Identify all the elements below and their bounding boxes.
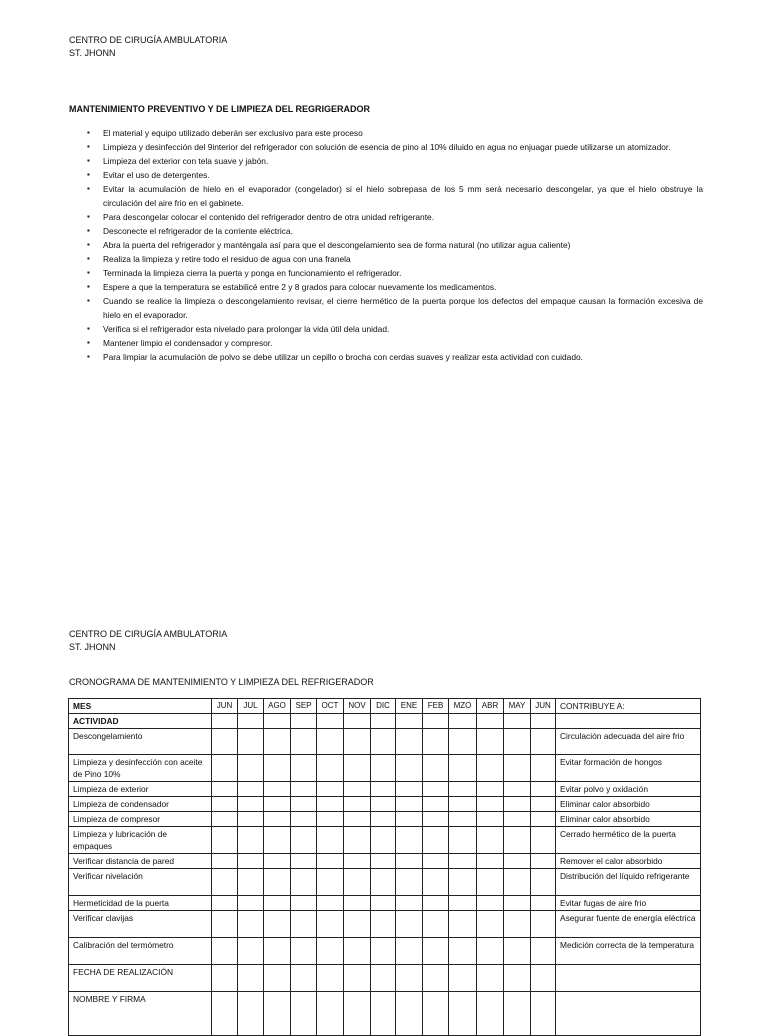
activity-cell: Verificar nivelación [69, 869, 212, 896]
contributes-cell: Evitar formación de hongos [556, 755, 701, 782]
table-row [69, 782, 701, 797]
schedule-cell[interactable] [396, 938, 423, 965]
schedule-cell[interactable] [504, 782, 531, 797]
schedule-cell[interactable] [264, 782, 291, 797]
schedule-cell[interactable] [264, 911, 291, 938]
schedule-cell[interactable] [317, 992, 344, 1036]
schedule-cell[interactable] [396, 854, 423, 869]
activity-cell: Descongelamiento [69, 729, 212, 755]
contributes-cell: Asegurar fuente de energía eléctrica [556, 911, 701, 938]
empty-cell[interactable] [449, 714, 477, 729]
schedule-cell[interactable] [449, 797, 477, 812]
schedule-cell[interactable] [317, 827, 344, 854]
schedule-cell[interactable] [396, 729, 423, 755]
schedule-cell[interactable] [371, 911, 396, 938]
institution-name: CENTRO DE CIRUGÍA AMBULATORIA [69, 35, 228, 45]
contributes-cell: Remover el calor absorbido [556, 854, 701, 869]
empty-cell[interactable] [212, 714, 238, 729]
schedule-cell[interactable] [317, 869, 344, 896]
table-row [69, 729, 701, 755]
schedule-cell[interactable] [264, 938, 291, 965]
maintenance-list-item: ▪ Evitar la acumulación de hielo en el evaporador (congelador) si el hielo sobrepasa de los 5 mm será necesario descongelar, ya que el hielo obstruye la circulación del aire frio en el gabinete. [69, 182, 703, 210]
schedule-cell[interactable] [344, 812, 371, 827]
schedule-cell[interactable] [531, 869, 556, 896]
schedule-cell[interactable] [344, 797, 371, 812]
schedule-cell[interactable] [477, 812, 504, 827]
schedule-cell[interactable] [238, 869, 264, 896]
schedule-cell[interactable] [396, 827, 423, 854]
activity-cell: Hermeticidad de la puerta [69, 896, 212, 911]
schedule-cell[interactable] [396, 992, 423, 1036]
schedule-cell[interactable] [291, 755, 317, 782]
schedule-cell[interactable] [449, 896, 477, 911]
schedule-cell[interactable] [371, 965, 396, 992]
empty-cell[interactable] [344, 714, 371, 729]
schedule-cell[interactable] [344, 938, 371, 965]
schedule-cell[interactable] [344, 965, 371, 992]
activity-cell: Calibración del termómetro [69, 938, 212, 965]
schedule-cell[interactable] [477, 827, 504, 854]
schedule-cell[interactable] [504, 812, 531, 827]
maintenance-list-item: ▪ Limpieza y desinfección del 9interior del refrigerador con solución de esencia de pino al 10% diluido en agua no enjuagar puede utilizarse un atomizador. [69, 140, 703, 154]
schedule-cell[interactable] [212, 797, 238, 812]
schedule-cell[interactable] [238, 911, 264, 938]
schedule-cell[interactable] [212, 812, 238, 827]
schedule-cell[interactable] [449, 729, 477, 755]
contributes-cell: Cerrado hermético de la puerta [556, 827, 701, 854]
header-month: FEB [423, 699, 449, 714]
activity-cell: Limpieza y desinfección con aceite de Pino 10% [69, 755, 212, 782]
schedule-cell[interactable] [531, 797, 556, 812]
schedule-cell[interactable] [317, 854, 344, 869]
activity-cell: Limpieza de exterior [69, 782, 212, 797]
schedule-cell[interactable] [238, 755, 264, 782]
header-institution-2 [69, 628, 227, 654]
empty-cell[interactable] [396, 714, 423, 729]
schedule-cell[interactable] [531, 992, 556, 1036]
schedule-cell[interactable] [504, 896, 531, 911]
schedule-cell[interactable] [423, 854, 449, 869]
schedule-cell[interactable] [396, 869, 423, 896]
schedule-cell[interactable] [317, 812, 344, 827]
schedule-cell[interactable] [291, 812, 317, 827]
schedule-cell[interactable] [291, 965, 317, 992]
header-month: SEP [291, 699, 317, 714]
schedule-cell[interactable] [477, 992, 504, 1036]
schedule-cell[interactable] [477, 729, 504, 755]
schedule-cell[interactable] [238, 827, 264, 854]
contributes-cell: Distribución del líquido refrigerante [556, 869, 701, 896]
schedule-cell[interactable] [264, 869, 291, 896]
schedule-cell[interactable] [504, 911, 531, 938]
empty-cell[interactable] [504, 714, 531, 729]
schedule-cell[interactable] [423, 782, 449, 797]
header-month: MAY [504, 699, 531, 714]
schedule-cell[interactable] [504, 854, 531, 869]
schedule-cell[interactable] [477, 797, 504, 812]
schedule-cell[interactable] [212, 911, 238, 938]
maintenance-list-item: ▪ Cuando se realice la limpieza o descongelamiento revisar, el cierre hermético de la puerta porque los defectos del empaque causan la formación excesiva de hielo en el evaporador. [69, 294, 703, 322]
schedule-cell[interactable] [264, 827, 291, 854]
schedule-cell[interactable] [423, 755, 449, 782]
schedule-cell[interactable] [531, 965, 556, 992]
schedule-cell[interactable] [449, 869, 477, 896]
maintenance-list-item: ▪ Para descongelar colocar el contenido del refrigerador dentro de otra unidad refrigerante. [69, 210, 703, 224]
schedule-cell[interactable] [396, 797, 423, 812]
empty-cell[interactable] [477, 714, 504, 729]
schedule-cell[interactable] [212, 782, 238, 797]
schedule-cell[interactable] [371, 755, 396, 782]
empty-cell[interactable] [556, 714, 701, 729]
schedule-cell[interactable] [291, 797, 317, 812]
schedule-cell[interactable] [504, 797, 531, 812]
schedule-cell[interactable] [317, 782, 344, 797]
schedule-cell[interactable] [238, 938, 264, 965]
schedule-cell[interactable] [212, 992, 238, 1036]
maintenance-list-item: ▪ Desconecte el refrigerador de la corriente eléctrica. [69, 224, 703, 238]
schedule-cell[interactable] [344, 854, 371, 869]
schedule-cell[interactable] [212, 729, 238, 755]
schedule-cell[interactable] [423, 938, 449, 965]
table-row [69, 854, 701, 869]
schedule-cell[interactable] [449, 827, 477, 854]
schedule-cell[interactable] [238, 797, 264, 812]
schedule-cell[interactable] [371, 896, 396, 911]
schedule-cell[interactable] [396, 755, 423, 782]
header-month: JUN [531, 699, 556, 714]
header-month: JUN [212, 699, 238, 714]
schedule-cell[interactable] [423, 911, 449, 938]
table-row [69, 938, 701, 965]
contributes-cell [556, 992, 701, 1036]
schedule-cell[interactable] [317, 755, 344, 782]
schedule-cell[interactable] [264, 965, 291, 992]
activity-cell: Verificar clavijas [69, 911, 212, 938]
contributes-cell: Circulación adecuada del aire frio [556, 729, 701, 755]
maintenance-list-item: ▪ Espere a que la temperatura se estabilicé entre 2 y 8 grados para colocar nuevamente los medicamentos. [69, 280, 703, 294]
schedule-cell[interactable] [531, 854, 556, 869]
institution-subname-2: ST. JHONN [69, 642, 116, 652]
schedule-cell[interactable] [344, 755, 371, 782]
header-month: MZO [449, 699, 477, 714]
header-month: ENE [396, 699, 423, 714]
table-row [69, 992, 701, 1036]
table-header-row [69, 699, 701, 714]
maintenance-list-item: ▪ Limpieza del exterior con tela suave y jabón. [69, 154, 703, 168]
schedule-cell[interactable] [291, 827, 317, 854]
header-institution [69, 34, 227, 60]
schedule-cell[interactable] [449, 782, 477, 797]
schedule-cell[interactable] [396, 965, 423, 992]
schedule-cell[interactable] [504, 938, 531, 965]
schedule-cell[interactable] [531, 911, 556, 938]
schedule-cell[interactable] [371, 854, 396, 869]
schedule-cell[interactable] [423, 992, 449, 1036]
schedule-cell[interactable] [423, 729, 449, 755]
schedule-cell[interactable] [264, 854, 291, 869]
schedule-cell[interactable] [264, 896, 291, 911]
activity-cell: FECHA DE REALIZACIÓN [69, 965, 212, 992]
header-contribuye: CONTRIBUYE A: [556, 699, 701, 714]
schedule-cell[interactable] [238, 854, 264, 869]
schedule-cell[interactable] [264, 729, 291, 755]
contributes-cell: Evitar fugas de aire frio [556, 896, 701, 911]
maintenance-list-item: ▪ Evitar el uso de detergentes. [69, 168, 703, 182]
schedule-cell[interactable] [317, 965, 344, 992]
activity-cell: Verificar distancia de pared [69, 854, 212, 869]
schedule-cell[interactable] [344, 729, 371, 755]
contributes-cell: Medición correcta de la temperatura [556, 938, 701, 965]
schedule-cell[interactable] [371, 782, 396, 797]
institution-subname: ST. JHONN [69, 48, 116, 58]
maintenance-list-item: ▪ Terminada la limpieza cierra la puerta y ponga en funcionamiento el refrigerador. [69, 266, 703, 280]
schedule-cell[interactable] [531, 827, 556, 854]
schedule-cell[interactable] [504, 869, 531, 896]
schedule-cell[interactable] [396, 911, 423, 938]
schedule-cell[interactable] [477, 755, 504, 782]
schedule-cell[interactable] [317, 797, 344, 812]
schedule-cell[interactable] [317, 896, 344, 911]
maintenance-list-item: ▪ El material y equipo utilizado deberán ser exclusivo para este proceso [69, 126, 703, 140]
schedule-cell[interactable] [423, 812, 449, 827]
table-row [69, 755, 701, 782]
schedule-cell[interactable] [238, 729, 264, 755]
schedule-cell[interactable] [371, 869, 396, 896]
schedule-cell[interactable] [449, 911, 477, 938]
schedule-cell[interactable] [212, 938, 238, 965]
schedule-cell[interactable] [396, 782, 423, 797]
schedule-cell[interactable] [531, 938, 556, 965]
schedule-cell[interactable] [291, 911, 317, 938]
schedule-cell[interactable] [212, 854, 238, 869]
schedule-cell[interactable] [504, 755, 531, 782]
schedule-cell[interactable] [477, 965, 504, 992]
maintenance-list [69, 126, 703, 364]
header-month: ABR [477, 699, 504, 714]
schedule-cell[interactable] [371, 827, 396, 854]
schedule-cell[interactable] [449, 965, 477, 992]
schedule-cell[interactable] [291, 869, 317, 896]
schedule-cell[interactable] [449, 812, 477, 827]
schedule-cell[interactable] [449, 938, 477, 965]
schedule-cell[interactable] [212, 965, 238, 992]
empty-cell[interactable] [291, 714, 317, 729]
table-row [69, 827, 701, 854]
header-month: NOV [344, 699, 371, 714]
schedule-cell[interactable] [504, 827, 531, 854]
schedule-cell[interactable] [291, 854, 317, 869]
table-header-row-2 [69, 714, 701, 729]
schedule-cell[interactable] [317, 938, 344, 965]
header-month: DIC [371, 699, 396, 714]
table-row [69, 812, 701, 827]
schedule-cell[interactable] [344, 896, 371, 911]
activity-cell: NOMBRE Y FIRMA [69, 992, 212, 1036]
schedule-cell[interactable] [264, 755, 291, 782]
schedule-cell[interactable] [264, 812, 291, 827]
schedule-cell[interactable] [531, 755, 556, 782]
schedule-cell[interactable] [238, 992, 264, 1036]
schedule-cell[interactable] [371, 938, 396, 965]
schedule-cell[interactable] [291, 782, 317, 797]
activity-cell: Limpieza de condensador [69, 797, 212, 812]
schedule-table [68, 698, 701, 1036]
contributes-cell: Evitar polvo y oxidación [556, 782, 701, 797]
schedule-cell[interactable] [238, 896, 264, 911]
schedule-cell[interactable] [212, 755, 238, 782]
table-row [69, 911, 701, 938]
schedule-cell[interactable] [531, 812, 556, 827]
schedule-cell[interactable] [531, 782, 556, 797]
header-actividad: ACTIVIDAD [69, 714, 212, 729]
maintenance-list-item: ▪ Abra la puerta del refrigerador y manténgala así para que el descongelamiento sea de forma natural (no utilizar agua caliente) [69, 238, 703, 252]
schedule-cell[interactable] [238, 782, 264, 797]
empty-cell[interactable] [371, 714, 396, 729]
schedule-cell[interactable] [344, 911, 371, 938]
contributes-cell [556, 965, 701, 992]
schedule-cell[interactable] [212, 896, 238, 911]
schedule-cell[interactable] [477, 938, 504, 965]
activity-cell: Limpieza y lubricación de empaques [69, 827, 212, 854]
schedule-cell[interactable] [477, 911, 504, 938]
maintenance-list-item: ▪ Verifica si el refrigerador esta nivelado para prolongar la vida útil dela unidad. [69, 322, 703, 336]
schedule-cell[interactable] [477, 869, 504, 896]
schedule-cell[interactable] [477, 782, 504, 797]
schedule-cell[interactable] [531, 896, 556, 911]
schedule-cell[interactable] [423, 797, 449, 812]
schedule-cell[interactable] [449, 854, 477, 869]
activity-cell: Limpieza de compresor [69, 812, 212, 827]
header-month: JUL [238, 699, 264, 714]
schedule-cell[interactable] [371, 729, 396, 755]
schedule-cell[interactable] [504, 992, 531, 1036]
header-month: OCT [317, 699, 344, 714]
empty-cell[interactable] [423, 714, 449, 729]
schedule-cell[interactable] [423, 827, 449, 854]
schedule-cell[interactable] [531, 729, 556, 755]
header-month: AGO [264, 699, 291, 714]
schedule-cell[interactable] [344, 869, 371, 896]
empty-cell[interactable] [531, 714, 556, 729]
schedule-cell[interactable] [238, 965, 264, 992]
table-row [69, 797, 701, 812]
table-row [69, 869, 701, 896]
schedule-cell[interactable] [423, 965, 449, 992]
maintenance-list-item: ▪ Para limpiar la acumulación de polvo se debe utilizar un cepillo o brocha con cerdas suaves y realizar esta actividad con cuidado. [69, 350, 703, 364]
schedule-cell[interactable] [212, 827, 238, 854]
empty-cell[interactable] [238, 714, 264, 729]
empty-cell[interactable] [264, 714, 291, 729]
schedule-cell[interactable] [212, 869, 238, 896]
schedule-cell[interactable] [371, 992, 396, 1036]
institution-name-2: CENTRO DE CIRUGÍA AMBULATORIA [69, 629, 228, 639]
empty-cell[interactable] [317, 714, 344, 729]
schedule-cell[interactable] [449, 755, 477, 782]
document-title: MANTENIMIENTO PREVENTIVO Y DE LIMPIEZA DEL REGRIGERADOR [69, 104, 371, 114]
schedule-cell[interactable] [291, 729, 317, 755]
schedule-cell[interactable] [264, 992, 291, 1036]
schedule-cell[interactable] [291, 938, 317, 965]
schedule-cell[interactable] [344, 992, 371, 1036]
schedule-cell[interactable] [504, 729, 531, 755]
schedule-cell[interactable] [423, 869, 449, 896]
schedule-cell[interactable] [477, 854, 504, 869]
schedule-cell[interactable] [238, 812, 264, 827]
schedule-cell[interactable] [477, 896, 504, 911]
maintenance-list-item: ▪ Mantener limpio el condensador y compresor. [69, 336, 703, 350]
schedule-cell[interactable] [291, 896, 317, 911]
maintenance-list-item: ▪ Realiza la limpieza y retire todo el residuo de agua con una franela [69, 252, 703, 266]
schedule-cell[interactable] [504, 965, 531, 992]
schedule-cell[interactable] [449, 992, 477, 1036]
schedule-cell[interactable] [396, 896, 423, 911]
schedule-cell[interactable] [371, 797, 396, 812]
schedule-cell[interactable] [423, 896, 449, 911]
contributes-cell: Eliminar calor absorbido [556, 797, 701, 812]
schedule-cell[interactable] [344, 782, 371, 797]
schedule-cell[interactable] [317, 729, 344, 755]
schedule-cell[interactable] [264, 797, 291, 812]
schedule-cell[interactable] [371, 812, 396, 827]
schedule-title: CRONOGRAMA DE MANTENIMIENTO Y LIMPIEZA DEL REFRIGERADOR [69, 677, 374, 687]
table-row [69, 896, 701, 911]
contributes-cell: Eliminar calor absorbido [556, 812, 701, 827]
table-row [69, 965, 701, 992]
schedule-cell[interactable] [291, 992, 317, 1036]
schedule-cell[interactable] [396, 812, 423, 827]
header-mes: MES [69, 699, 212, 714]
schedule-cell[interactable] [344, 827, 371, 854]
schedule-cell[interactable] [317, 911, 344, 938]
